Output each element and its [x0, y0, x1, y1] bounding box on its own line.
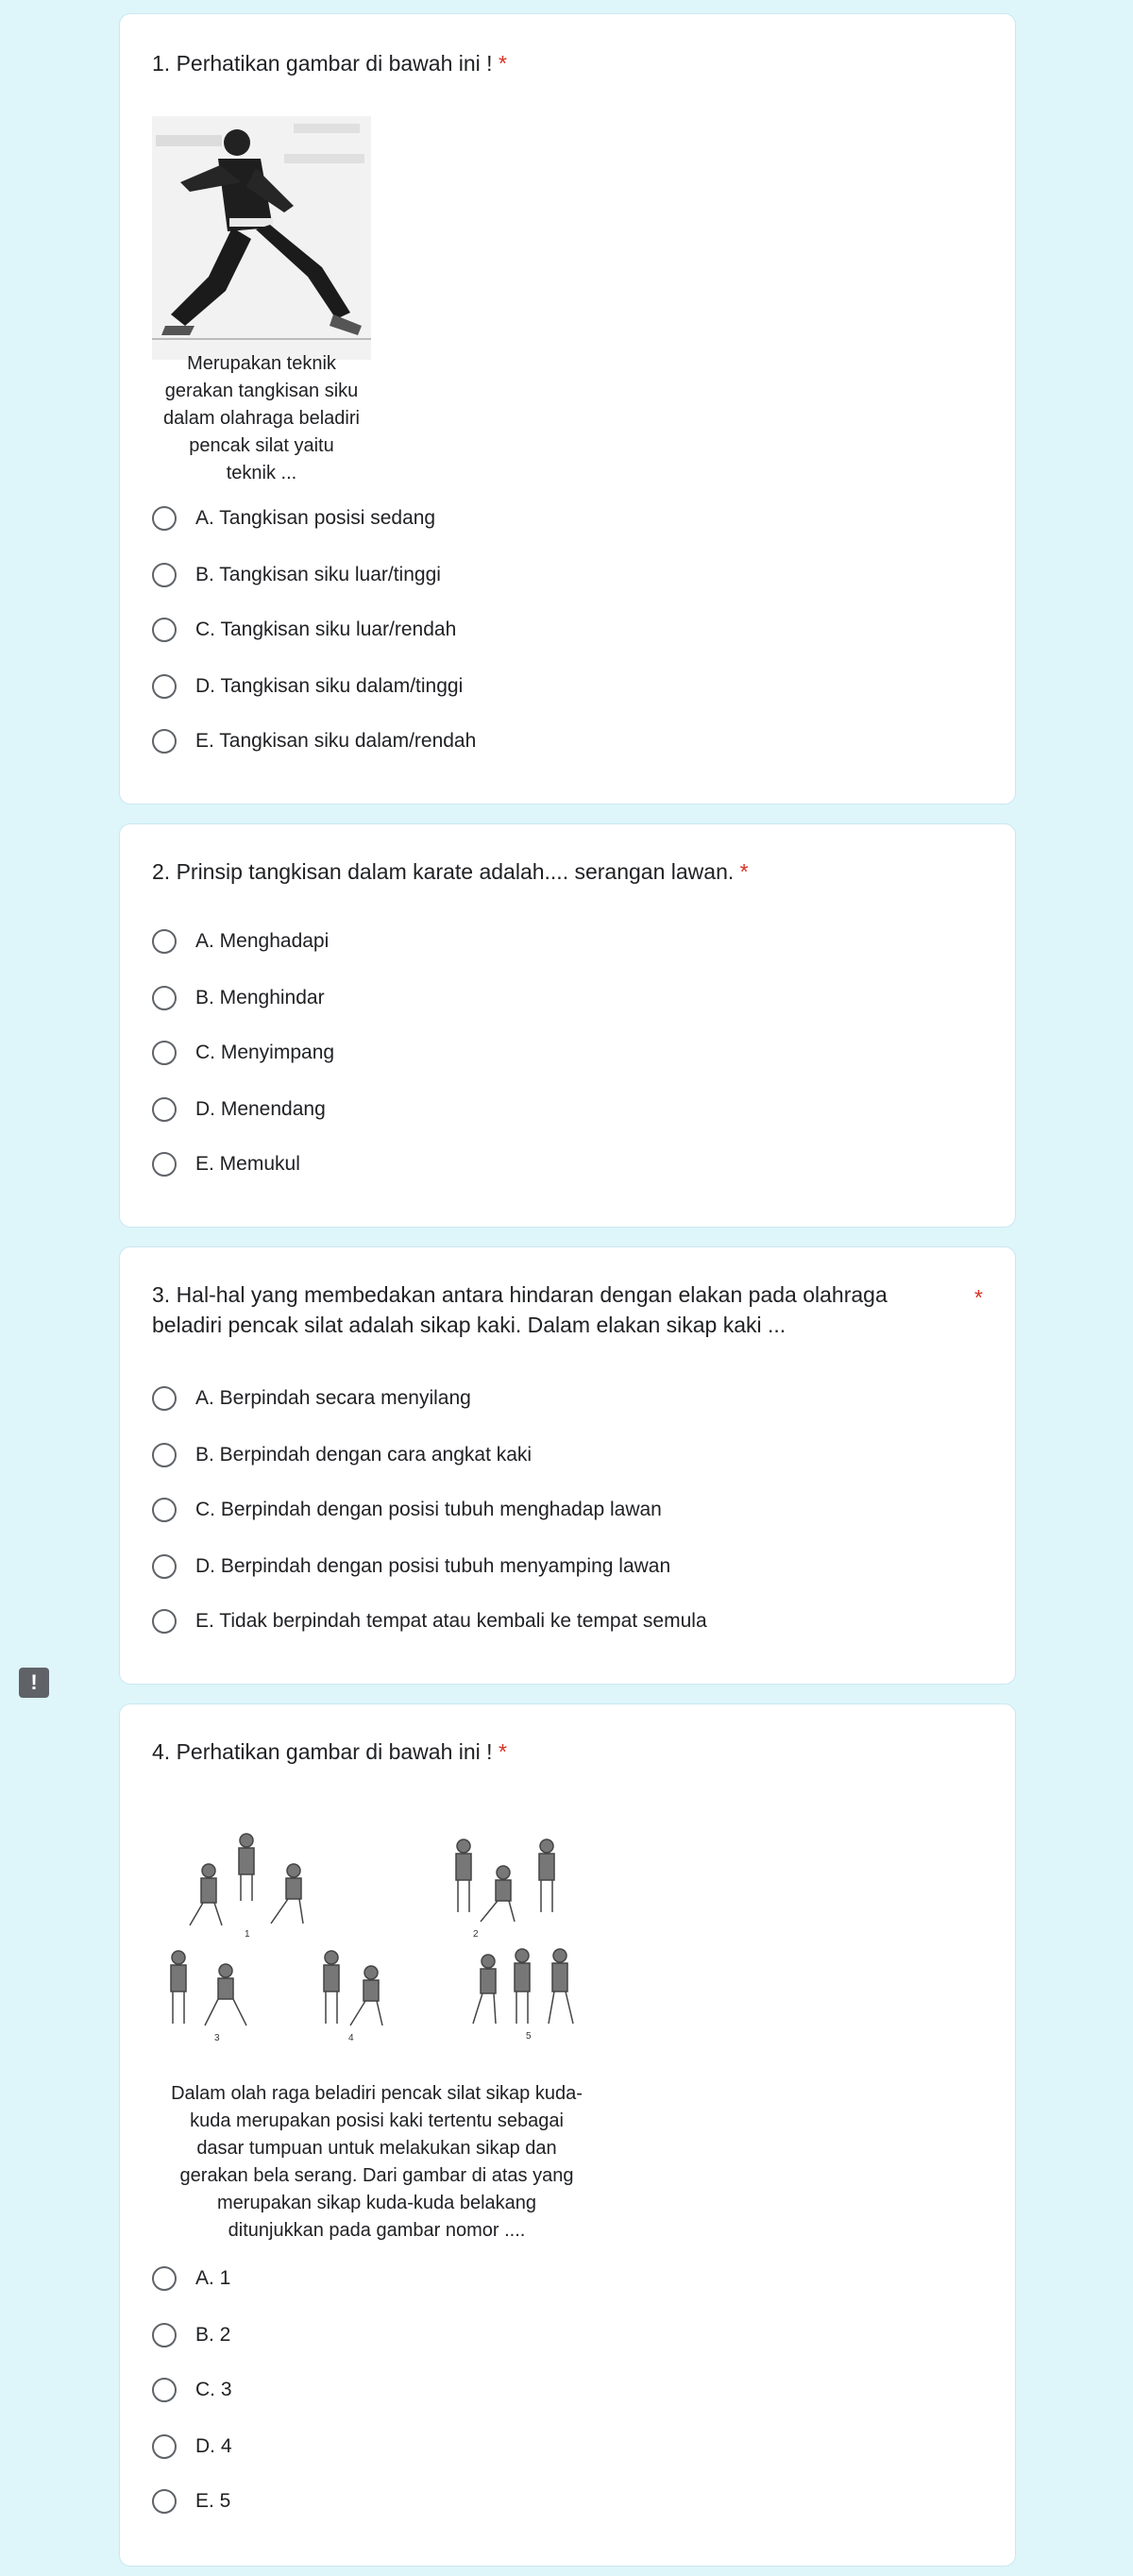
- figure-number-3: 3: [214, 2033, 220, 2043]
- radio-button[interactable]: [152, 1609, 177, 1634]
- option-c[interactable]: C. Berpindah dengan posisi tubuh menghadap lawan: [152, 1493, 662, 1527]
- radio-button[interactable]: [152, 1498, 177, 1522]
- report-problem-icon[interactable]: !: [19, 1668, 49, 1698]
- option-d[interactable]: D. 4: [152, 2430, 232, 2464]
- radio-button[interactable]: [152, 506, 177, 531]
- option-a[interactable]: A. Menghadapi: [152, 924, 329, 958]
- radio-button[interactable]: [152, 1152, 177, 1177]
- option-d[interactable]: D. Berpindah dengan posisi tubuh menyamping lawan: [152, 1550, 670, 1584]
- question-card-1: [119, 13, 1016, 805]
- question-caption: Dalam olah raga beladiri pencak silat sikap kuda- kuda merupakan posisi kaki tertentu sebagai dasar tumpuan untuk melakukan sikap dan gerakan bela serang. Dari gambar di atas yang merupakan sikap kuda-kuda belakang ditunjukkan pada gambar nomor ....: [171, 2083, 583, 2241]
- option-b[interactable]: B. Tangkisan siku luar/tinggi: [152, 558, 441, 592]
- figure-number-4: 4: [348, 2033, 354, 2043]
- question-card-2: [119, 823, 1016, 1228]
- radio-button[interactable]: [152, 2323, 177, 2347]
- question-caption: Merupakan teknik gerakan tangkisan siku dalam olahraga beladiri pencak silat yaitu teknik ...: [163, 353, 360, 483]
- question-title: 2. Prinsip tangkisan dalam karate adalah.... serangan lawan. *: [152, 859, 749, 884]
- radio-button[interactable]: [152, 618, 177, 642]
- radio-button[interactable]: [152, 729, 177, 754]
- option-c[interactable]: C. Menyimpang: [152, 1036, 334, 1070]
- martial-artist-elbow-block-image: [152, 116, 371, 360]
- option-d[interactable]: D. Menendang: [152, 1093, 326, 1127]
- required-marker: *: [974, 1285, 983, 1310]
- option-d[interactable]: D. Tangkisan siku dalam/tinggi: [152, 669, 463, 703]
- option-e[interactable]: E. Tangkisan siku dalam/rendah: [152, 724, 476, 758]
- option-e[interactable]: E. Tidak berpindah tempat atau kembali ke tempat semula: [152, 1604, 707, 1638]
- kuda-kuda-stances-image: [152, 1814, 662, 2082]
- figure-number-5: 5: [526, 2031, 532, 2042]
- radio-button[interactable]: [152, 986, 177, 1010]
- option-e[interactable]: E. Memukul: [152, 1147, 300, 1181]
- figure-number-1: 1: [245, 1929, 250, 1940]
- question-card-3: [119, 1246, 1016, 1685]
- radio-button[interactable]: [152, 1386, 177, 1411]
- option-c[interactable]: C. 3: [152, 2373, 232, 2407]
- radio-button[interactable]: [152, 2266, 177, 2291]
- option-a[interactable]: A. Berpindah secara menyilang: [152, 1381, 471, 1415]
- option-b[interactable]: B. 2: [152, 2318, 230, 2352]
- option-b[interactable]: B. Berpindah dengan cara angkat kaki: [152, 1438, 532, 1472]
- radio-button[interactable]: [152, 929, 177, 954]
- radio-button[interactable]: [152, 563, 177, 587]
- radio-button[interactable]: [152, 1443, 177, 1467]
- question-card-4: [119, 1703, 1016, 2567]
- radio-button[interactable]: [152, 2434, 177, 2459]
- question-title: 4. Perhatikan gambar di bawah ini ! *: [152, 1739, 507, 1764]
- question-title: 3. Hal-hal yang membedakan antara hindaran dengan elakan pada olahraga beladiri pencak silat adalah sikap kaki. Dalam elakan sikap kaki ...: [152, 1282, 888, 1337]
- radio-button[interactable]: [152, 2378, 177, 2402]
- option-c[interactable]: C. Tangkisan siku luar/rendah: [152, 613, 456, 647]
- option-a[interactable]: A. Tangkisan posisi sedang: [152, 501, 435, 535]
- radio-button[interactable]: [152, 2489, 177, 2514]
- option-e[interactable]: E. 5: [152, 2484, 230, 2518]
- radio-button[interactable]: [152, 1041, 177, 1065]
- radio-button[interactable]: [152, 674, 177, 699]
- radio-button[interactable]: [152, 1554, 177, 1579]
- option-b[interactable]: B. Menghindar: [152, 981, 325, 1015]
- option-a[interactable]: A. 1: [152, 2262, 230, 2296]
- figure-number-2: 2: [473, 1929, 479, 1940]
- radio-button[interactable]: [152, 1097, 177, 1122]
- question-title: 1. Perhatikan gambar di bawah ini ! *: [152, 51, 507, 76]
